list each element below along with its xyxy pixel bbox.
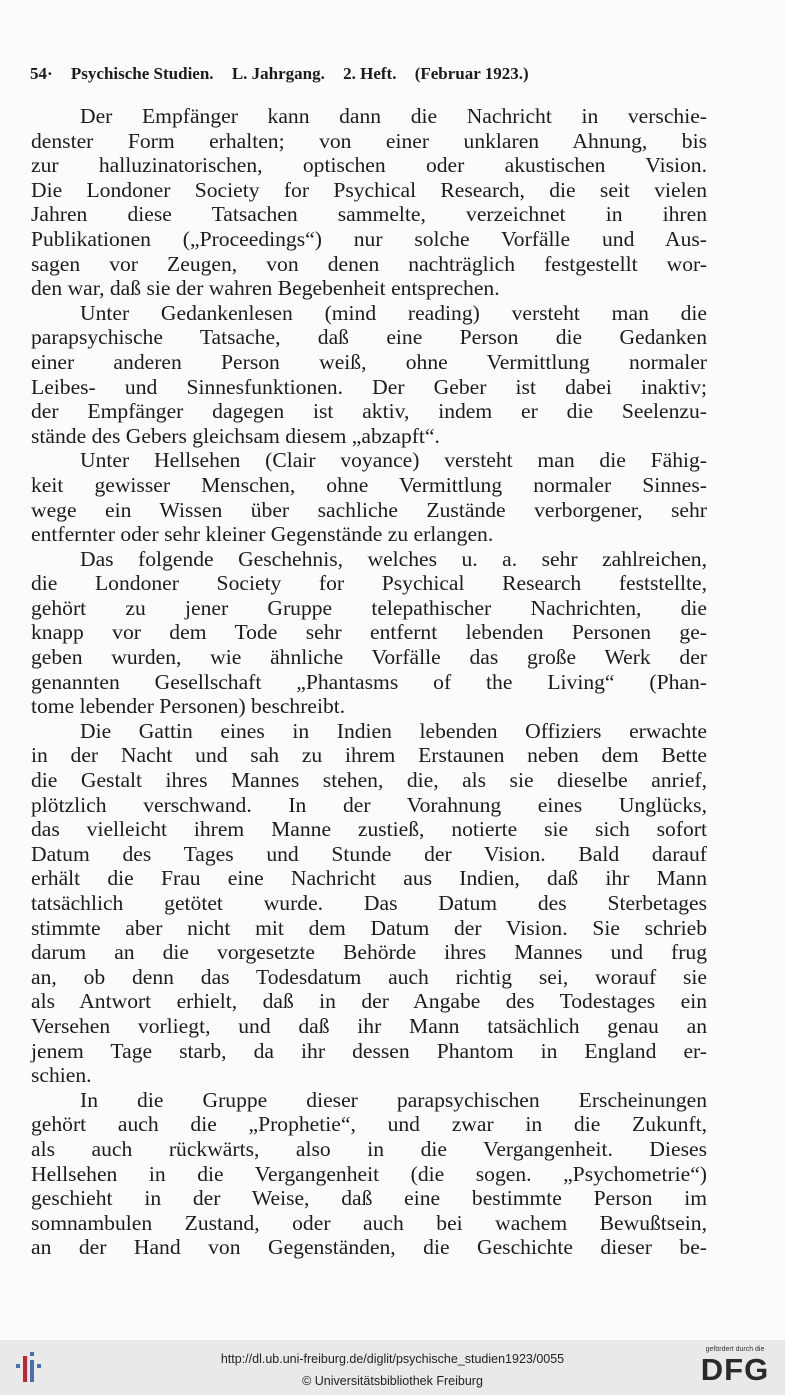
- text-line: Datum des Tages und Stunde der Vision. Bald darauf: [31, 841, 707, 866]
- text-line: als auch rückwärts, also in die Vergangenheit. Dieses: [31, 1136, 707, 1161]
- text-line: jenem Tage starb, da ihr dessen Phantom in England er-: [31, 1038, 707, 1063]
- text-line: der Empfänger dagegen ist aktiv, indem er die Seelenzu-: [31, 399, 707, 424]
- text-line: in der Nacht und sah zu ihrem Erstaunen neben dem Bette: [31, 743, 707, 768]
- journal-title: Psychische Studien.: [70, 64, 214, 83]
- text-line: entfernter oder sehr kleiner Gegenstände zu erlangen.: [31, 522, 494, 547]
- text-line: plötzlich verschwand. In der Vorahnung eines Unglücks,: [31, 792, 707, 817]
- text-line: die Londoner Society for Psychical Research feststellte,: [31, 571, 707, 596]
- copyright-notice: © Universitätsbibliothek Freiburg: [302, 1374, 483, 1388]
- text-line: Jahren diese Tatsachen sammelte, verzeichnet in ihren: [31, 202, 707, 227]
- text-line: an der Hand von Gegenständen, die Geschichte dieser be-: [31, 1235, 707, 1260]
- dfg-logo-icon: [693, 1346, 777, 1387]
- text-line: darum an die vorgesetzte Behörde ihres Mannes und frug: [31, 940, 707, 965]
- text-line: zur halluzinatorischen, optischen oder akustischen Vision.: [31, 153, 707, 178]
- text-line: Publikationen („Proceedings“) nur solche Vorfälle und Aus-: [31, 226, 707, 251]
- text-line: Versehen vorliegt, und daß ihr Mann tatsächlich genau an: [31, 1013, 707, 1038]
- text-line: denster Form erhalten; von einer unklaren Ahnung, bis: [31, 128, 707, 153]
- text-line: sagen vor Zeugen, von denen nachträglich festgestellt wor-: [31, 251, 707, 276]
- source-url[interactable]: http://dl.ub.uni-freiburg.de/diglit/psychische_studien1923/0055: [220, 1352, 565, 1366]
- text-line: als Antwort erhielt, daß in der Angabe des Todestages ein: [31, 989, 707, 1014]
- text-line: Die Londoner Society for Psychical Research, die seit vielen: [31, 177, 707, 202]
- text-line: die Gestalt ihres Mannes stehen, die, als sie dieselbe anrief,: [31, 768, 707, 793]
- text-line: schien.: [31, 1063, 92, 1088]
- text-line: wege ein Wissen über sachliche Zustände verborgener, sehr: [31, 497, 707, 522]
- text-line: tome lebender Personen) beschreibt.: [31, 694, 346, 719]
- text-line: Die Gattin eines in Indien lebenden Offiziers erwachte: [80, 718, 707, 743]
- text-line: einer anderen Person weiß, ohne Vermittlung normaler: [31, 349, 707, 374]
- text-line: parapsychische Tatsache, daß eine Person die Gedanken: [31, 325, 707, 350]
- text-line: gehört auch die „Prophetie“, und zwar in die Zukunft,: [31, 1112, 707, 1137]
- text-line: stände des Gebers gleichsam diesem „abzapft“.: [31, 423, 440, 448]
- text-line: knapp vor dem Tode sehr entfernt lebenden Personen ge-: [31, 620, 707, 645]
- body-text: [31, 104, 707, 1260]
- text-line: geben wurden, wie ähnliche Vorfälle das große Werk der: [31, 645, 707, 670]
- text-line: tatsächlich getötet wurde. Das Datum des Sterbetages: [31, 891, 707, 915]
- running-header: [30, 64, 730, 84]
- viewer-footer: [0, 1340, 785, 1395]
- dfg-caption: gefördert durch die: [705, 1346, 765, 1353]
- text-line: Leibes- und Sinnesfunktionen. Der Geber ist dabei inaktiv;: [31, 374, 707, 399]
- text-line: Hellsehen in die Vergangenheit (die sogen. „Psychometrie“): [31, 1161, 707, 1186]
- text-line: genannten Gesellschaft „Phantasms of the Living“ (Phan-: [31, 669, 707, 694]
- page-number: 54·: [30, 64, 53, 83]
- text-line: geschieht in der Weise, daß eine bestimmte Person im: [31, 1186, 707, 1211]
- text-line: stimmte aber nicht mit dem Datum der Vision. Sie schrieb: [31, 915, 707, 940]
- text-line: keit gewisser Menschen, ohne Vermittlung normaler Sinnes-: [31, 472, 707, 497]
- issue-date: (Februar 1923.): [414, 64, 529, 83]
- text-line: den war, daß sie der wahren Begebenheit entsprechen.: [31, 276, 500, 301]
- text-line: an, ob denn das Todesdatum auch richtig sei, worauf sie: [31, 964, 707, 989]
- issue: 2. Heft.: [343, 64, 397, 83]
- text-line: Unter Hellsehen (Clair voyance) versteht man die Fähig-: [80, 448, 707, 473]
- text-line: Der Empfänger kann dann die Nachricht in verschie-: [80, 104, 707, 128]
- dfg-logo-text: DFG: [700, 1352, 770, 1387]
- volume: L. Jahrgang.: [231, 64, 325, 83]
- text-line: erhält die Frau eine Nachricht aus Indien, daß ihr Mann: [31, 866, 707, 891]
- text-line: das vielleicht ihrem Manne zustieß, notierte sie sich sofort: [31, 817, 707, 842]
- text-line: Unter Gedankenlesen (mind reading) versteht man die: [80, 300, 707, 325]
- text-line: gehört zu jener Gruppe telepathischer Nachrichten, die: [31, 595, 707, 620]
- text-line: somnambulen Zustand, oder auch bei wachem Bewußtsein,: [31, 1210, 707, 1235]
- text-line: In die Gruppe dieser parapsychischen Erscheinungen: [80, 1087, 707, 1112]
- text-line: Das folgende Geschehnis, welches u. a. sehr zahlreichen,: [80, 546, 707, 571]
